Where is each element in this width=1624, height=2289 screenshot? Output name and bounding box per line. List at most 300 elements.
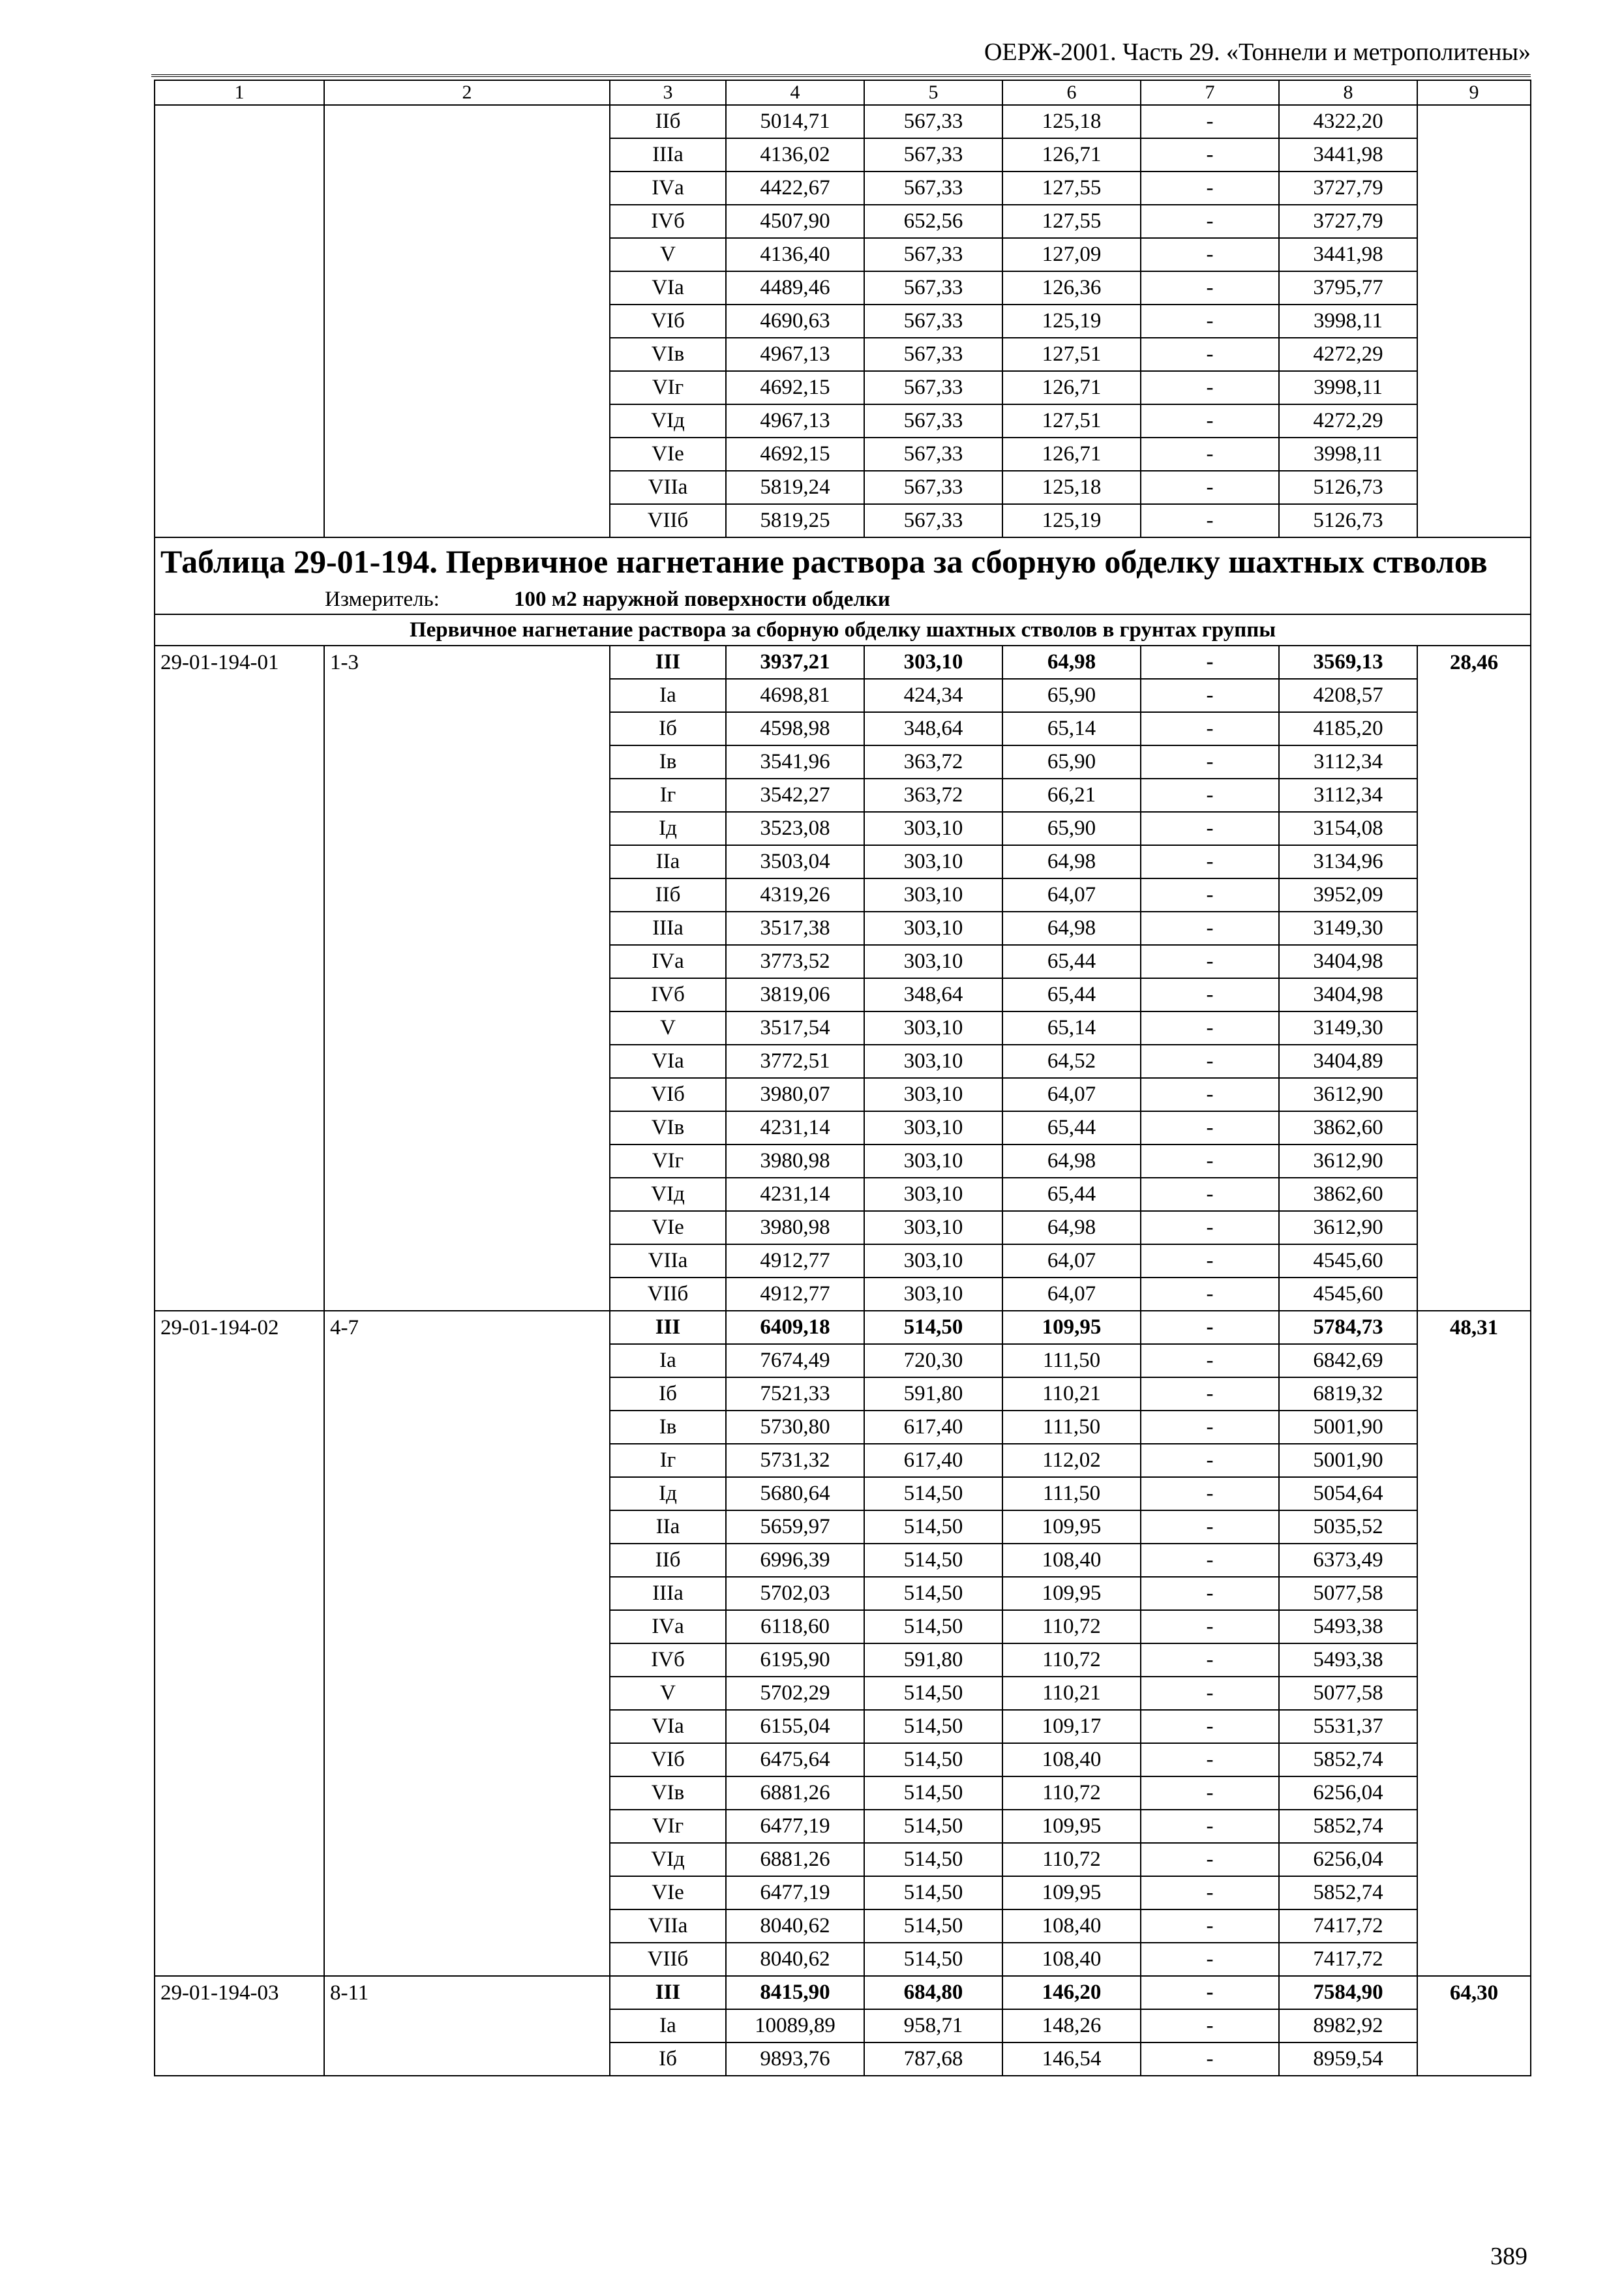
price-table	[154, 80, 1531, 2076]
machinist-wages-cell: -	[1141, 2042, 1279, 2076]
resource-group-cell: VIIб	[610, 1943, 726, 1976]
machinist-wages-cell: -	[1141, 371, 1279, 404]
resource-group-cell: IVб	[610, 978, 726, 1011]
materials-cell: 3998,11	[1279, 305, 1417, 338]
table-title: Таблица 29-01-194. Первичное нагнетание раствора за сборную обделку шахтных стволов	[155, 537, 1531, 585]
resource-group-cell: VIIб	[610, 1278, 726, 1311]
machinist-wages-cell: -	[1141, 471, 1279, 504]
materials-cell: 8982,92	[1279, 2009, 1417, 2042]
labor-wages-cell: 303,10	[864, 812, 1002, 845]
labor-wages-cell: 514,50	[864, 1677, 1002, 1710]
materials-cell: 3795,77	[1279, 271, 1417, 305]
machinist-wages-cell: -	[1141, 978, 1279, 1011]
materials-cell: 5531,37	[1279, 1710, 1417, 1743]
unit-label: Измеритель:	[325, 587, 440, 611]
machinist-wages-cell: -	[1141, 1211, 1279, 1244]
code-cell: 29-01-194-02	[155, 1311, 324, 1976]
materials-cell: 3441,98	[1279, 138, 1417, 172]
materials-cell: 6256,04	[1279, 1776, 1417, 1810]
labor-wages-cell: 514,50	[864, 1909, 1002, 1943]
direct-cost-cell: 4690,63	[726, 305, 864, 338]
machine-operation-cell: 110,72	[1002, 1776, 1141, 1810]
machine-operation-cell: 125,19	[1002, 504, 1141, 537]
range-cell: 8-11	[324, 1976, 610, 2076]
materials-cell: 4545,60	[1279, 1278, 1417, 1311]
labor-wages-cell: 303,10	[864, 1178, 1002, 1211]
resource-group-cell: Iд	[610, 812, 726, 845]
materials-cell: 3149,30	[1279, 1011, 1417, 1045]
machine-operation-cell: 126,36	[1002, 271, 1141, 305]
machinist-wages-cell: -	[1141, 1976, 1279, 2009]
coefficient-cell	[1417, 105, 1531, 537]
materials-cell: 3952,09	[1279, 878, 1417, 912]
resource-group-cell: VIIа	[610, 471, 726, 504]
resource-group-cell: VIв	[610, 1111, 726, 1144]
machine-operation-cell: 127,09	[1002, 238, 1141, 271]
labor-wages-cell: 514,50	[864, 1843, 1002, 1876]
machinist-wages-cell: -	[1141, 745, 1279, 779]
machine-operation-cell: 125,18	[1002, 105, 1141, 138]
resource-group-cell: VIIб	[610, 504, 726, 537]
direct-cost-cell: 4698,81	[726, 679, 864, 712]
machine-operation-cell: 65,90	[1002, 812, 1141, 845]
materials-cell: 8959,54	[1279, 2042, 1417, 2076]
labor-wages-cell: 303,10	[864, 912, 1002, 945]
direct-cost-cell: 4912,77	[726, 1278, 864, 1311]
labor-wages-cell: 514,50	[864, 1743, 1002, 1776]
machinist-wages-cell: -	[1141, 1344, 1279, 1377]
resource-group-cell: Iб	[610, 712, 726, 745]
direct-cost-cell: 4136,40	[726, 238, 864, 271]
direct-cost-cell: 5731,32	[726, 1444, 864, 1477]
machinist-wages-cell: -	[1141, 1510, 1279, 1544]
direct-cost-cell: 6195,90	[726, 1643, 864, 1677]
materials-cell: 5493,38	[1279, 1643, 1417, 1677]
resource-group-cell: Iа	[610, 2009, 726, 2042]
direct-cost-cell: 4598,98	[726, 712, 864, 745]
labor-wages-cell: 514,50	[864, 1544, 1002, 1577]
labor-wages-cell: 567,33	[864, 404, 1002, 438]
resource-group-cell: VIг	[610, 371, 726, 404]
direct-cost-cell: 5702,03	[726, 1577, 864, 1610]
materials-cell: 7584,90	[1279, 1976, 1417, 2009]
materials-cell: 4545,60	[1279, 1244, 1417, 1278]
machinist-wages-cell: -	[1141, 912, 1279, 945]
materials-cell: 4272,29	[1279, 338, 1417, 371]
machinist-wages-cell: -	[1141, 138, 1279, 172]
labor-wages-cell: 514,50	[864, 1311, 1002, 1344]
direct-cost-cell: 5680,64	[726, 1477, 864, 1510]
labor-wages-cell: 303,10	[864, 1244, 1002, 1278]
materials-cell: 5493,38	[1279, 1610, 1417, 1643]
machinist-wages-cell: -	[1141, 1411, 1279, 1444]
materials-cell: 3404,89	[1279, 1045, 1417, 1078]
machinist-wages-cell: -	[1141, 1810, 1279, 1843]
labor-wages-cell: 567,33	[864, 305, 1002, 338]
code-cell	[155, 105, 324, 537]
resource-group-cell: VIд	[610, 1843, 726, 1876]
machine-operation-cell: 127,55	[1002, 172, 1141, 205]
column-number: 2	[324, 80, 610, 105]
machine-operation-cell: 109,95	[1002, 1510, 1141, 1544]
resource-group-cell: III	[610, 1311, 726, 1344]
machinist-wages-cell: -	[1141, 1544, 1279, 1577]
materials-cell: 5035,52	[1279, 1510, 1417, 1544]
direct-cost-cell: 7674,49	[726, 1344, 864, 1377]
machinist-wages-cell: -	[1141, 1144, 1279, 1178]
labor-wages-cell: 567,33	[864, 371, 1002, 404]
unit-value: 100 м2 наружной поверхности обделки	[514, 587, 890, 611]
page-number: 389	[1490, 2243, 1527, 2270]
materials-cell: 5784,73	[1279, 1311, 1417, 1344]
resource-group-cell: VIб	[610, 305, 726, 338]
resource-group-cell: III	[610, 1976, 726, 2009]
table-title-row	[155, 537, 1531, 585]
machinist-wages-cell: -	[1141, 1477, 1279, 1510]
machinist-wages-cell: -	[1141, 438, 1279, 471]
machine-operation-cell: 65,14	[1002, 712, 1141, 745]
resource-group-cell: III	[610, 646, 726, 679]
machine-operation-cell: 65,44	[1002, 978, 1141, 1011]
resource-group-cell: V	[610, 1011, 726, 1045]
machinist-wages-cell: -	[1141, 172, 1279, 205]
machine-operation-cell: 112,02	[1002, 1444, 1141, 1477]
machinist-wages-cell: -	[1141, 105, 1279, 138]
table-row	[155, 1976, 1531, 2009]
machine-operation-cell: 66,21	[1002, 779, 1141, 812]
materials-cell: 3998,11	[1279, 438, 1417, 471]
direct-cost-cell: 4231,14	[726, 1111, 864, 1144]
materials-cell: 3612,90	[1279, 1078, 1417, 1111]
labor-wages-cell: 652,56	[864, 205, 1002, 238]
table-row	[155, 105, 1531, 138]
machine-operation-cell: 64,98	[1002, 646, 1141, 679]
materials-cell: 3727,79	[1279, 205, 1417, 238]
labor-wages-cell: 514,50	[864, 1943, 1002, 1976]
section-title: Первичное нагнетание раствора за сборную обделку шахтных стволов в грунтах группы	[155, 614, 1531, 646]
machinist-wages-cell: -	[1141, 1843, 1279, 1876]
resource-group-cell: IVа	[610, 945, 726, 978]
machine-operation-cell: 65,44	[1002, 945, 1141, 978]
machine-operation-cell: 126,71	[1002, 371, 1141, 404]
machinist-wages-cell: -	[1141, 1045, 1279, 1078]
resource-group-cell: IIб	[610, 105, 726, 138]
direct-cost-cell: 4692,15	[726, 371, 864, 404]
machine-operation-cell: 108,40	[1002, 1743, 1141, 1776]
machinist-wages-cell: -	[1141, 812, 1279, 845]
labor-wages-cell: 303,10	[864, 1011, 1002, 1045]
materials-cell: 5852,74	[1279, 1743, 1417, 1776]
direct-cost-cell: 3503,04	[726, 845, 864, 878]
resource-group-cell: IIIа	[610, 138, 726, 172]
direct-cost-cell: 5819,24	[726, 471, 864, 504]
labor-wages-cell: 514,50	[864, 1710, 1002, 1743]
machine-operation-cell: 64,07	[1002, 1078, 1141, 1111]
materials-cell: 4208,57	[1279, 679, 1417, 712]
machine-operation-cell: 127,55	[1002, 205, 1141, 238]
machinist-wages-cell: -	[1141, 1278, 1279, 1311]
coefficient-cell: 64,30	[1417, 1976, 1531, 2076]
labor-wages-cell: 514,50	[864, 1577, 1002, 1610]
labor-wages-cell: 303,10	[864, 1045, 1002, 1078]
labor-wages-cell: 567,33	[864, 238, 1002, 271]
machine-operation-cell: 111,50	[1002, 1344, 1141, 1377]
materials-cell: 3862,60	[1279, 1178, 1417, 1211]
direct-cost-cell: 3517,54	[726, 1011, 864, 1045]
materials-cell: 3441,98	[1279, 238, 1417, 271]
resource-group-cell: VIе	[610, 1211, 726, 1244]
labor-wages-cell: 348,64	[864, 978, 1002, 1011]
machinist-wages-cell: -	[1141, 878, 1279, 912]
machine-operation-cell: 109,95	[1002, 1311, 1141, 1344]
labor-wages-cell: 617,40	[864, 1411, 1002, 1444]
direct-cost-cell: 5014,71	[726, 105, 864, 138]
materials-cell: 7417,72	[1279, 1909, 1417, 1943]
labor-wages-cell: 303,10	[864, 945, 1002, 978]
materials-cell: 3404,98	[1279, 978, 1417, 1011]
labor-wages-cell: 303,10	[864, 878, 1002, 912]
resource-group-cell: IIIа	[610, 1577, 726, 1610]
machine-operation-cell: 111,50	[1002, 1411, 1141, 1444]
resource-group-cell: IVб	[610, 205, 726, 238]
materials-cell: 3112,34	[1279, 779, 1417, 812]
resource-group-cell: Iв	[610, 745, 726, 779]
machinist-wages-cell: -	[1141, 1244, 1279, 1278]
labor-wages-cell: 514,50	[864, 1810, 1002, 1843]
materials-cell: 6373,49	[1279, 1544, 1417, 1577]
header-title: ОЕРЖ-2001. Часть 29. «Тоннели и метрополитены»	[984, 38, 1531, 66]
machine-operation-cell: 148,26	[1002, 2009, 1141, 2042]
machinist-wages-cell: -	[1141, 1577, 1279, 1610]
machinist-wages-cell: -	[1141, 2009, 1279, 2042]
table-unit-row	[155, 585, 1531, 614]
direct-cost-cell: 4489,46	[726, 271, 864, 305]
column-number: 1	[155, 80, 324, 105]
materials-cell: 6842,69	[1279, 1344, 1417, 1377]
machinist-wages-cell: -	[1141, 1011, 1279, 1045]
labor-wages-cell: 514,50	[864, 1776, 1002, 1810]
direct-cost-cell: 3542,27	[726, 779, 864, 812]
machine-operation-cell: 64,98	[1002, 1211, 1141, 1244]
direct-cost-cell: 3980,07	[726, 1078, 864, 1111]
column-number: 5	[864, 80, 1002, 105]
code-cell: 29-01-194-01	[155, 646, 324, 1311]
resource-group-cell: VIг	[610, 1810, 726, 1843]
table-unit	[155, 585, 1531, 614]
materials-cell: 5126,73	[1279, 504, 1417, 537]
resource-group-cell: Iа	[610, 1344, 726, 1377]
resource-group-cell: VIв	[610, 1776, 726, 1810]
machinist-wages-cell: -	[1141, 305, 1279, 338]
machinist-wages-cell: -	[1141, 1776, 1279, 1810]
column-number: 6	[1002, 80, 1141, 105]
direct-cost-cell: 6409,18	[726, 1311, 864, 1344]
labor-wages-cell: 303,10	[864, 845, 1002, 878]
resource-group-cell: VIд	[610, 404, 726, 438]
labor-wages-cell: 303,10	[864, 1211, 1002, 1244]
labor-wages-cell: 567,33	[864, 338, 1002, 371]
labor-wages-cell: 303,10	[864, 1144, 1002, 1178]
materials-cell: 5054,64	[1279, 1477, 1417, 1510]
machine-operation-cell: 127,51	[1002, 404, 1141, 438]
resource-group-cell: IVа	[610, 172, 726, 205]
direct-cost-cell: 5730,80	[726, 1411, 864, 1444]
materials-cell: 5077,58	[1279, 1577, 1417, 1610]
machine-operation-cell: 65,14	[1002, 1011, 1141, 1045]
materials-cell: 5126,73	[1279, 471, 1417, 504]
direct-cost-cell: 4967,13	[726, 338, 864, 371]
machine-operation-cell: 65,90	[1002, 745, 1141, 779]
machine-operation-cell: 125,18	[1002, 471, 1141, 504]
machinist-wages-cell: -	[1141, 1710, 1279, 1743]
labor-wages-cell: 567,33	[864, 504, 1002, 537]
direct-cost-cell: 4507,90	[726, 205, 864, 238]
direct-cost-cell: 6475,64	[726, 1743, 864, 1776]
materials-cell: 3862,60	[1279, 1111, 1417, 1144]
machine-operation-cell: 64,52	[1002, 1045, 1141, 1078]
machinist-wages-cell: -	[1141, 1643, 1279, 1677]
machine-operation-cell: 110,72	[1002, 1643, 1141, 1677]
direct-cost-cell: 5659,97	[726, 1510, 864, 1544]
direct-cost-cell: 9893,76	[726, 2042, 864, 2076]
labor-wages-cell: 424,34	[864, 679, 1002, 712]
labor-wages-cell: 591,80	[864, 1643, 1002, 1677]
labor-wages-cell: 567,33	[864, 172, 1002, 205]
materials-cell: 5852,74	[1279, 1876, 1417, 1909]
direct-cost-cell: 4912,77	[726, 1244, 864, 1278]
resource-group-cell: Iг	[610, 1444, 726, 1477]
direct-cost-cell: 8415,90	[726, 1976, 864, 2009]
resource-group-cell: VIа	[610, 1710, 726, 1743]
machinist-wages-cell: -	[1141, 1610, 1279, 1643]
direct-cost-cell: 6118,60	[726, 1610, 864, 1643]
machine-operation-cell: 64,98	[1002, 845, 1141, 878]
materials-cell: 4322,20	[1279, 105, 1417, 138]
direct-cost-cell: 6155,04	[726, 1710, 864, 1743]
machinist-wages-cell: -	[1141, 646, 1279, 679]
machinist-wages-cell: -	[1141, 404, 1279, 438]
machinist-wages-cell: -	[1141, 1876, 1279, 1909]
machine-operation-cell: 109,95	[1002, 1810, 1141, 1843]
materials-cell: 3404,98	[1279, 945, 1417, 978]
machinist-wages-cell: -	[1141, 1677, 1279, 1710]
machinist-wages-cell: -	[1141, 205, 1279, 238]
machinist-wages-cell: -	[1141, 712, 1279, 745]
machinist-wages-cell: -	[1141, 271, 1279, 305]
direct-cost-cell: 4967,13	[726, 404, 864, 438]
materials-cell: 3112,34	[1279, 745, 1417, 779]
machine-operation-cell: 65,90	[1002, 679, 1141, 712]
materials-cell: 3149,30	[1279, 912, 1417, 945]
machine-operation-cell: 108,40	[1002, 1909, 1141, 1943]
machinist-wages-cell: -	[1141, 1178, 1279, 1211]
machinist-wages-cell: -	[1141, 779, 1279, 812]
direct-cost-cell: 6881,26	[726, 1776, 864, 1810]
direct-cost-cell: 3523,08	[726, 812, 864, 845]
direct-cost-cell: 6881,26	[726, 1843, 864, 1876]
resource-group-cell: VIа	[610, 271, 726, 305]
materials-cell: 5001,90	[1279, 1411, 1417, 1444]
labor-wages-cell: 363,72	[864, 779, 1002, 812]
direct-cost-cell: 4692,15	[726, 438, 864, 471]
machinist-wages-cell: -	[1141, 1078, 1279, 1111]
resource-group-cell: VIIа	[610, 1909, 726, 1943]
machine-operation-cell: 146,20	[1002, 1976, 1141, 2009]
direct-cost-cell: 8040,62	[726, 1943, 864, 1976]
materials-cell: 3134,96	[1279, 845, 1417, 878]
materials-cell: 5852,74	[1279, 1810, 1417, 1843]
machine-operation-cell: 146,54	[1002, 2042, 1141, 2076]
labor-wages-cell: 958,71	[864, 2009, 1002, 2042]
machine-operation-cell: 126,71	[1002, 138, 1141, 172]
materials-cell: 3154,08	[1279, 812, 1417, 845]
price-table-wrapper	[154, 80, 1530, 2076]
labor-wages-cell: 591,80	[864, 1377, 1002, 1411]
machinist-wages-cell: -	[1141, 679, 1279, 712]
direct-cost-cell: 3517,38	[726, 912, 864, 945]
machinist-wages-cell: -	[1141, 1743, 1279, 1776]
labor-wages-cell: 567,33	[864, 105, 1002, 138]
materials-cell: 5077,58	[1279, 1677, 1417, 1710]
column-number: 8	[1279, 80, 1417, 105]
materials-cell: 3612,90	[1279, 1211, 1417, 1244]
labor-wages-cell: 348,64	[864, 712, 1002, 745]
materials-cell: 3569,13	[1279, 646, 1417, 679]
machine-operation-cell: 109,95	[1002, 1876, 1141, 1909]
direct-cost-cell: 4422,67	[726, 172, 864, 205]
direct-cost-cell: 3819,06	[726, 978, 864, 1011]
materials-cell: 3998,11	[1279, 371, 1417, 404]
labor-wages-cell: 684,80	[864, 1976, 1002, 2009]
machine-operation-cell: 65,44	[1002, 1111, 1141, 1144]
labor-wages-cell: 514,50	[864, 1610, 1002, 1643]
machine-operation-cell: 110,21	[1002, 1377, 1141, 1411]
resource-group-cell: VIб	[610, 1078, 726, 1111]
machinist-wages-cell: -	[1141, 945, 1279, 978]
resource-group-cell: VIа	[610, 1045, 726, 1078]
machine-operation-cell: 64,07	[1002, 1244, 1141, 1278]
resource-group-cell: VIв	[610, 338, 726, 371]
materials-cell: 4272,29	[1279, 404, 1417, 438]
materials-cell: 5001,90	[1279, 1444, 1417, 1477]
machine-operation-cell: 127,51	[1002, 338, 1141, 371]
resource-group-cell: VIд	[610, 1178, 726, 1211]
machine-operation-cell: 64,07	[1002, 1278, 1141, 1311]
resource-group-cell: VIIа	[610, 1244, 726, 1278]
resource-group-cell: Iб	[610, 2042, 726, 2076]
machine-operation-cell: 125,19	[1002, 305, 1141, 338]
table-row	[155, 646, 1531, 679]
labor-wages-cell: 303,10	[864, 1078, 1002, 1111]
direct-cost-cell: 3980,98	[726, 1144, 864, 1178]
machine-operation-cell: 111,50	[1002, 1477, 1141, 1510]
resource-group-cell: IIа	[610, 845, 726, 878]
direct-cost-cell: 7521,33	[726, 1377, 864, 1411]
column-number: 7	[1141, 80, 1279, 105]
section-title-row	[155, 614, 1531, 646]
labor-wages-cell: 567,33	[864, 271, 1002, 305]
range-cell	[324, 105, 610, 537]
resource-group-cell: VIе	[610, 1876, 726, 1909]
resource-group-cell: V	[610, 1677, 726, 1710]
price-table-body	[155, 80, 1531, 2076]
resource-group-cell: VIг	[610, 1144, 726, 1178]
code-cell: 29-01-194-03	[155, 1976, 324, 2076]
machine-operation-cell: 109,95	[1002, 1577, 1141, 1610]
column-number: 4	[726, 80, 864, 105]
direct-cost-cell: 5702,29	[726, 1677, 864, 1710]
direct-cost-cell: 4231,14	[726, 1178, 864, 1211]
